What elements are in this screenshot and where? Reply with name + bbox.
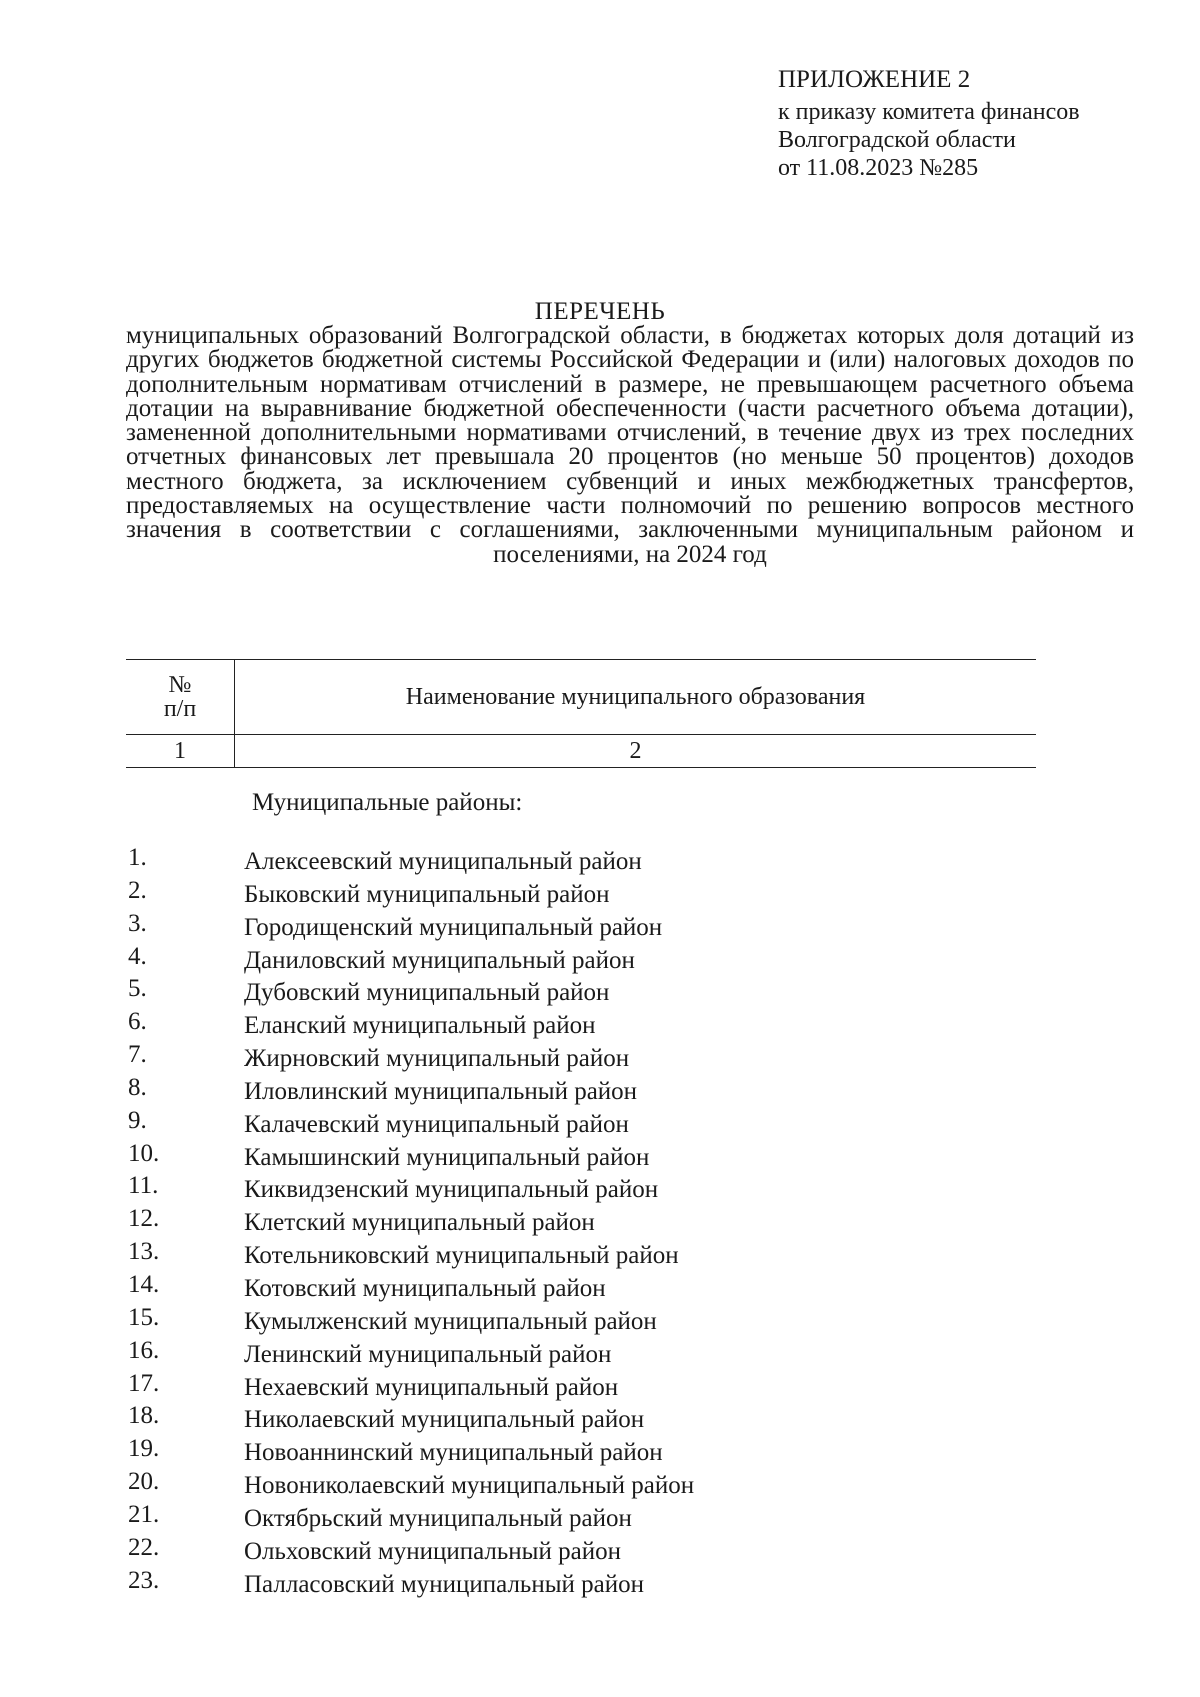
list-item-name: Быковский муниципальный район — [244, 880, 610, 908]
annex-title: ПРИЛОЖЕНИЕ 2 — [778, 66, 971, 93]
list-item — [126, 909, 926, 942]
list-item — [126, 1303, 926, 1336]
list-item-number: 23. — [128, 1566, 160, 1594]
list-item-number: 2. — [128, 876, 147, 904]
list-item-number: 20. — [128, 1468, 160, 1496]
list-item — [126, 1073, 926, 1106]
list-item-name: Киквидзенский муниципальный район — [244, 1176, 659, 1204]
list-header-table — [126, 659, 1036, 768]
header-number-cell — [126, 660, 235, 735]
list-item-number: 17. — [128, 1369, 160, 1397]
annex-region-line: Волгоградской области — [778, 127, 1016, 153]
list-item-number: 11. — [128, 1172, 159, 1200]
list-item-number: 14. — [128, 1270, 160, 1298]
list-item-name: Новониколаевский муниципальный район — [244, 1472, 695, 1500]
document-subtitle: муниципальных образований Волгоградской области, в бюджетах которых доля дотаций из других бюджетов бюджетной системы Российской Федерации и (или) налоговых доходов по дополнительным нормативам отчислений в размере, не превышающем расчетного объема дотации на выравнивание бюджетной обеспеченности (части расчетного объема дотации), замененной дополнительными нормативами отчислений, в течение двух из трех последних отчетных финансовых лет превышала 20 процентов (но меньше 50 процентов) доходов местного бюджета, за исключением субвенций и иных межбюджетных трансфертов, предоставляемых на осуществление части полномочий по решению вопросов местного значения в соответствии с соглашениями, заключенными муниципальным районом и поселениями, на 2024 год — [126, 322, 1134, 568]
list-item — [126, 1040, 926, 1073]
list-item-name: Даниловский муниципальный район — [244, 946, 635, 974]
list-item-name: Ленинский муниципальный район — [244, 1340, 612, 1368]
list-item — [126, 1336, 926, 1369]
list-item-name: Нехаевский муниципальный район — [244, 1373, 619, 1401]
list-item-name: Клетский муниципальный район — [244, 1209, 595, 1237]
list-item-name: Еланский муниципальный район — [244, 1012, 596, 1040]
list-item — [126, 1106, 926, 1139]
list-item-name: Дубовский муниципальный район — [244, 979, 610, 1007]
list-item — [126, 1566, 926, 1599]
list-item-number: 15. — [128, 1303, 160, 1331]
list-item-name: Октябрьский муниципальный район — [244, 1504, 632, 1532]
header-col1-index: 1 — [126, 735, 235, 768]
list-item-number: 18. — [128, 1402, 160, 1430]
list-item-number: 6. — [128, 1008, 147, 1036]
list-item-number: 16. — [128, 1336, 160, 1364]
list-item — [126, 1434, 926, 1467]
list-item-name: Палласовский муниципальный район — [244, 1570, 644, 1598]
list-item — [126, 1401, 926, 1434]
document-title: ПЕРЕЧЕНЬ — [534, 298, 666, 325]
list-item-name: Новоаннинский муниципальный район — [244, 1439, 663, 1467]
list-item-name: Алексеевский муниципальный район — [244, 848, 642, 875]
header-number-abbr: п/п — [163, 696, 197, 722]
list-item-number: 1. — [128, 844, 147, 871]
annex-date-line: от 11.08.2023 №285 — [778, 155, 979, 181]
list-item — [126, 1139, 926, 1172]
list-item — [126, 843, 926, 876]
list-item — [126, 1533, 926, 1566]
list-item — [126, 1204, 926, 1237]
annex-block — [778, 66, 1080, 182]
list-item-number: 21. — [128, 1500, 160, 1528]
list-item-name: Ольховский муниципальный район — [244, 1537, 621, 1565]
list-item — [126, 942, 926, 975]
list-item-name: Жирновский муниципальный район — [244, 1045, 630, 1073]
list-item-name: Кумылженский муниципальный район — [244, 1307, 657, 1335]
list-item-number: 22. — [128, 1533, 160, 1561]
list-item-number: 4. — [128, 942, 147, 970]
section-heading: Муниципальные районы: — [252, 789, 523, 816]
list-item — [126, 1171, 926, 1204]
list-item-number: 3. — [128, 909, 147, 937]
list-item — [126, 876, 926, 909]
header-col2-index: 2 — [235, 735, 1037, 768]
list-item-number: 8. — [128, 1073, 147, 1101]
header-name-cell: Наименование муниципального образования — [235, 660, 1037, 735]
list-item-name: Котовский муниципальный район — [244, 1274, 606, 1302]
header-number-sign: № — [168, 672, 192, 698]
list-item-name: Камышинский муниципальный район — [244, 1143, 650, 1171]
list-item — [126, 1007, 926, 1040]
list-item-number: 9. — [128, 1106, 147, 1134]
list-item — [126, 1237, 926, 1270]
list-item-number: 10. — [128, 1139, 160, 1167]
list-item — [126, 1369, 926, 1402]
list-item-name: Котельниковский муниципальный район — [244, 1242, 679, 1270]
district-list — [126, 843, 926, 1598]
list-item-name: Николаевский муниципальный район — [244, 1406, 645, 1434]
list-item-name: Калачевский муниципальный район — [244, 1110, 629, 1138]
list-item — [126, 1500, 926, 1533]
list-item-number: 7. — [128, 1041, 147, 1069]
list-item — [126, 1467, 926, 1500]
list-item-number: 5. — [128, 975, 147, 1003]
list-item — [126, 974, 926, 1007]
list-item — [126, 1270, 926, 1303]
list-item-number: 19. — [128, 1435, 160, 1463]
annex-order-line: к приказу комитета финансов — [778, 99, 1080, 125]
list-item-number: 12. — [128, 1205, 160, 1233]
list-item-name: Иловлинский муниципальный район — [244, 1077, 638, 1105]
list-item-number: 13. — [128, 1238, 160, 1266]
list-item-name: Городищенский муниципальный район — [244, 913, 663, 941]
